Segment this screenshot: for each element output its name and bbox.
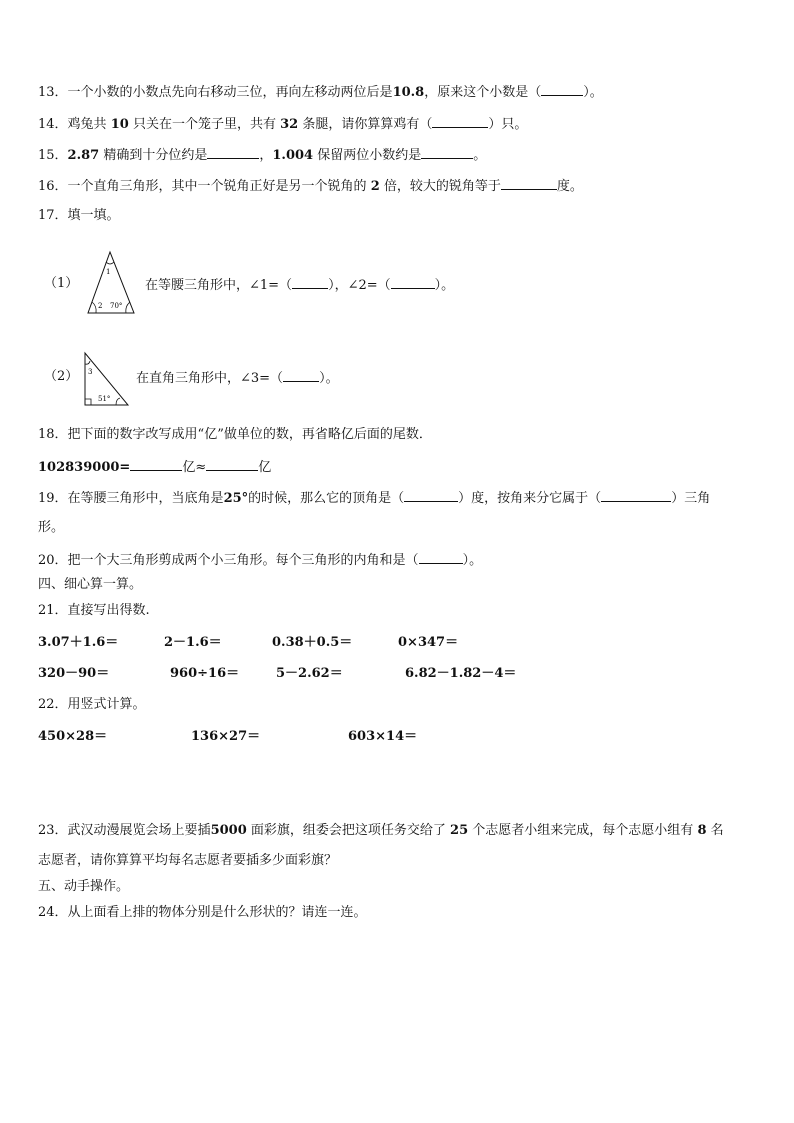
- question-text: 在等腰三角形中，∠1=（: [145, 278, 293, 293]
- calc-item: 0×347＝: [398, 635, 459, 650]
- question-text: 一个直角三角形，其中一个锐角正好是另一个锐角的: [67, 179, 367, 194]
- left-angle-arc: [92, 302, 96, 313]
- question-text: ）。: [319, 371, 339, 386]
- section-5-heading: 五、动手操作。: [38, 879, 130, 894]
- number: 5000: [210, 823, 247, 838]
- question-text: 武汉动漫展览会场上要插: [67, 823, 211, 838]
- bottom-angle-arc: [116, 398, 120, 405]
- question-number: 22．: [38, 697, 68, 712]
- answer-blank[interactable]: [207, 146, 259, 159]
- number: 1.004: [272, 148, 314, 163]
- question-19-line2: 形。: [38, 520, 65, 535]
- calc-item: 136×27＝: [191, 729, 261, 744]
- question-text: 把一个大三角形剪成两个小三角形。每个三角形的内角和是（: [67, 553, 419, 568]
- question-text: ）只。: [488, 117, 528, 132]
- question-23: [38, 823, 724, 839]
- number: 25: [450, 823, 469, 838]
- calc-item: 320－90＝: [38, 666, 110, 681]
- question-text: 一个小数的小数点先向右移动三位，再向左移动两位后是: [67, 85, 393, 100]
- question-number: 18．: [38, 427, 68, 442]
- calc-item: 960÷16＝: [170, 666, 240, 681]
- q17-part2-text: [136, 369, 339, 387]
- question-21: [38, 603, 150, 619]
- calc-item: 2－1.6＝: [164, 635, 222, 650]
- answer-blank[interactable]: [206, 458, 258, 471]
- question-number: 19．: [38, 491, 68, 506]
- question-text: 。: [473, 148, 487, 163]
- question-text: 亿≈: [182, 460, 207, 475]
- answer-blank[interactable]: [419, 551, 463, 564]
- question-16: [38, 177, 583, 195]
- question-text: 亿: [258, 460, 272, 475]
- answer-blank[interactable]: [541, 83, 583, 96]
- question-24: [38, 905, 367, 921]
- question-number: 24．: [38, 905, 68, 920]
- isosceles-triangle-figure: [84, 250, 138, 316]
- right-angle-mark: [85, 399, 91, 405]
- question-text: 的时候，那么它的顶角是（: [248, 491, 405, 506]
- question-text: 精确到十分位约是: [103, 148, 208, 163]
- number: 2.87: [67, 148, 100, 163]
- question-18-conversion: [38, 458, 271, 476]
- angle-label-2: 2: [98, 302, 103, 310]
- answer-blank[interactable]: [391, 276, 435, 289]
- question-20: [38, 551, 482, 569]
- question-text: 用竖式计算。: [67, 697, 146, 712]
- question-text: 直接写出得数.: [67, 603, 150, 618]
- answer-blank[interactable]: [432, 115, 488, 128]
- question-text: ）。: [434, 278, 455, 293]
- question-14: [38, 115, 527, 133]
- section-4-heading: 四、细心算一算。: [38, 577, 143, 592]
- q17-part2-label: （2）: [44, 369, 79, 384]
- q17-part1-label: （1）: [44, 276, 79, 291]
- calc-item: 0.38＋0.5＝: [272, 635, 353, 650]
- question-text: 在直角三角形中，∠3=（: [136, 371, 284, 386]
- number: 8: [697, 823, 707, 838]
- question-text: ），∠2=（: [328, 278, 391, 293]
- question-text: 只关在一个笼子里，共有: [132, 117, 276, 132]
- question-text: 名: [710, 823, 724, 838]
- question-text: 填一填。: [67, 208, 120, 223]
- question-text: 保留两位小数约是: [317, 148, 422, 163]
- question-number: 21．: [38, 603, 68, 618]
- question-number: 15．: [38, 148, 68, 163]
- question-number: 20．: [38, 553, 68, 568]
- number: 10: [110, 117, 129, 132]
- right-triangle-figure: [82, 350, 132, 408]
- right-angle-arc: [126, 302, 130, 313]
- question-number: 13．: [38, 85, 68, 100]
- question-text: ，: [259, 148, 273, 163]
- question-text: ，原来这个小数是（: [424, 85, 542, 100]
- answer-blank[interactable]: [292, 276, 328, 289]
- question-text: ）度，按角来分它属于（: [458, 491, 602, 506]
- angle-label-51: 51°: [98, 395, 111, 403]
- question-19: [38, 489, 710, 507]
- answer-blank[interactable]: [501, 177, 557, 190]
- question-text: 条腿，请你算算鸡有（: [302, 117, 433, 132]
- question-text: 倍，较大的锐角等于: [383, 179, 501, 194]
- angle-label-3: 3: [88, 368, 93, 376]
- question-23-line2: 志愿者，请你算算平均每名志愿者要插多少面彩旗？: [38, 853, 338, 868]
- question-15: [38, 146, 486, 164]
- question-text: 把下面的数字改写成用“亿”做单位的数，再省略亿后面的尾数．: [67, 427, 432, 442]
- question-number: 17．: [38, 208, 68, 223]
- answer-blank[interactable]: [601, 489, 671, 502]
- answer-blank[interactable]: [421, 146, 473, 159]
- calc-item: 5－2.62＝: [276, 666, 343, 681]
- apex-angle-arc: [106, 262, 114, 264]
- question-text: 度。: [556, 179, 583, 194]
- question-13: [38, 83, 603, 101]
- question-text: ）。: [583, 85, 603, 100]
- question-text: ）。: [462, 553, 483, 568]
- question-text: 鸡兔共: [67, 117, 107, 132]
- number: 25°: [223, 491, 249, 506]
- number: 2: [370, 179, 380, 194]
- answer-blank[interactable]: [404, 489, 458, 502]
- question-18: [38, 427, 432, 443]
- question-text: 个志愿者小组来完成，每个志愿小组有: [472, 823, 694, 838]
- number: 10.8: [392, 85, 425, 100]
- calc-item: 450×28＝: [38, 729, 108, 744]
- question-number: 16．: [38, 179, 68, 194]
- answer-blank[interactable]: [283, 369, 319, 382]
- question-22: [38, 697, 146, 713]
- q17-part1-text: [145, 276, 454, 294]
- question-17: [38, 208, 120, 224]
- calc-item: 6.82－1.82－4＝: [405, 666, 517, 681]
- calc-item: 603×14＝: [348, 729, 418, 744]
- number: 102839000=: [38, 460, 131, 475]
- question-text: 面彩旗，组委会把这项任务交给了: [250, 823, 446, 838]
- question-text: ）三角: [671, 491, 711, 506]
- number: 32: [280, 117, 299, 132]
- question-number: 23．: [38, 823, 68, 838]
- question-number: 14．: [38, 117, 68, 132]
- calc-item: 3.07＋1.6＝: [38, 635, 119, 650]
- question-text: 在等腰三角形中，当底角是: [67, 491, 224, 506]
- angle-label-1: 1: [106, 268, 111, 276]
- top-angle-arc: [85, 361, 90, 364]
- answer-blank[interactable]: [130, 458, 182, 471]
- question-text: 从上面看上排的物体分别是什么形状的？请连一连。: [67, 905, 367, 920]
- angle-label-70: 70°: [110, 302, 123, 310]
